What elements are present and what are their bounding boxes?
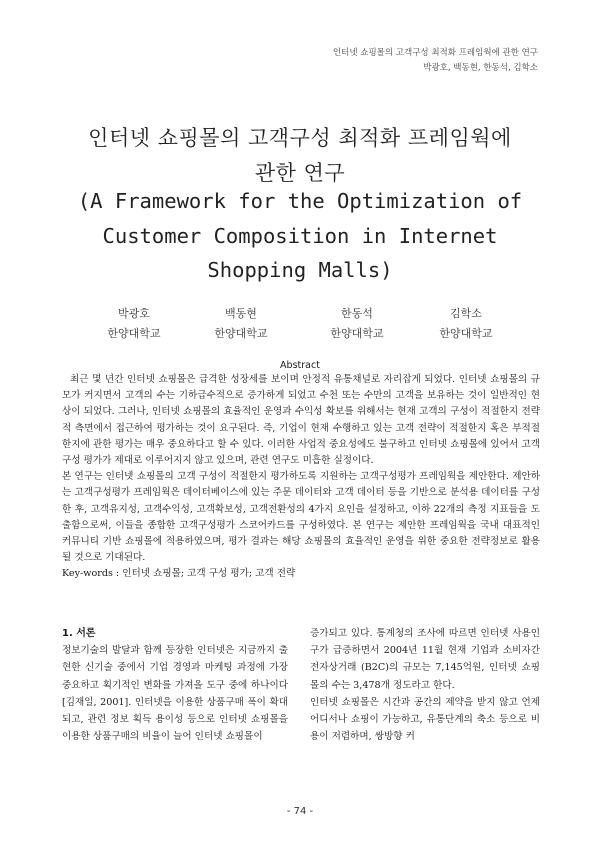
body-column-left [62,625,288,745]
abstract-paragraph-1: 최근 몇 년간 인터넷 쇼핑몰은 급격한 성장세를 보이며 안정적 유통채널로 자리잡게 되었다. 인터넷 쇼핑몰의 규모가 커지면서 고객의 수는 기하급수적으로 증가하게 되었고 수천 또는 수만의 고객을 보유하는 것이 일반적인 현상이 되었다. 그러나, 인터넷 쇼핑몰의 효율적인 운영과 수익성 확보를 위해서는 현재 고객의 구성이 적절한지 전략적 측면에서 접근하여 평가하는 것이 요구된다. 즉, 기업이 현재 수행하고 있는 고객 전략이 적절한지 혹은 부적절한지에 관한 평가는 매우 중요하다고 할 수 있다. 이러한 사업적 중요성에도 불구하고 인터넷 쇼핑몰에 있어서 고객 구성 평가가 제대로 이루어지지 않고 있으며, 관련 연구도 미흡한 실정이다. [62,374,540,467]
section-heading: 1. 서론 [62,628,96,639]
author-name: 김학소 [450,307,482,320]
author-affiliation: 한양대학교 [330,327,384,340]
body-paragraph: 정보기술의 발달과 함께 등장한 인터넷은 지금까지 출현한 신기술 중에서 기업 경영과 마케팅 과정에 가장 중요하고 획기적인 변화를 가져올 도구 중에 하나이다[김재일, 2001]. 인터넷을 이용한 상품구매 폭이 확대되고, 관련 정보 획득 용이성 등으로 인터넷 쇼핑몰을 이용한 상품구매의 비율이 늘어 인터넷 쇼핑몰이 [62,645,288,743]
running-header [333,46,538,76]
title-korean-line1: 인터넷 쇼핑몰의 고객구성 최적화 프레임웍에 [88,126,512,150]
author-name: 백동현 [225,307,257,320]
author [186,304,296,344]
author-affiliation: 한양대학교 [107,327,161,340]
running-header-authors: 박광호, 백동현, 한동석, 김학소 [423,63,538,73]
author [411,304,521,344]
title-english-line3: Shopping Malls) [207,258,393,282]
title-english-line2: Customer Composition in Internet [102,224,498,248]
author-name: 한동석 [341,307,373,320]
page-number: - 74 - [286,806,314,817]
author [302,304,412,344]
body-column-right [310,625,540,745]
running-header-title: 인터넷 쇼핑몰의 고객구성 최적화 프레임웍에 관한 연구 [332,48,538,58]
keywords: Key-words : 인터넷 쇼핑몰; 고객 구성 평가; 고객 전략 [62,568,296,580]
author-affiliation: 한양대학교 [214,327,268,340]
author-name: 박광호 [118,307,150,320]
title-korean-line2: 관한 연구 [254,161,346,185]
abstract-heading: Abstract [280,360,320,371]
author [79,304,189,344]
author-list [0,304,600,344]
body-paragraph: 인터넷 쇼핑몰은 시간과 공간의 제약을 받지 않고 언제 어디서나 쇼핑이 가능하고, 유통단계의 축소 등으로 비용이 저렴하며, 쌍방향 커 [310,696,540,743]
abstract-body [62,372,540,583]
abstract-paragraph-2: 본 연구는 인터넷 쇼핑몰의 고객 구성이 적절한지 평가하도록 지원하는 고객구성평가 프레임웍을 제안한다. 제안하는 고객구성평가 프레임웍은 데이터베이스에 있는 주문 데이터와 고객 데이터 등을 기반으로 분석용 데이터를 구성한 후, 고객유지성, 고객수익성, 고객확보성, 고객전환성의 4가지 요인을 설정하고, 이하 22개의 측정 지표들을 도출함으로써, 이들을 종합한 고객구성평가 스코어카드를 구성하였다. 본 연구는 제안한 프레임웍을 국내 대표적인 커뮤니티 기반 쇼핑몰에 적용하였으며, 평가 결과는 해당 쇼핑몰의 효율적인 운영을 위한 중요한 전략정보로 활용될 것으로 기대된다. [62,471,540,564]
author-affiliation: 한양대학교 [439,327,493,340]
title-english-line1: (A Framework for the Optimization of [77,189,523,213]
body-paragraph: 증가되고 있다. 통계청의 조사에 따르면 인터넷 사용인구가 급증하면서 2004년 11월 현재 기업과 소비자간 전자상거래 (B2C)의 규모는 7,145억원, 인터넷 쇼핑몰의 수는 3,478개 정도라고 한다. [310,628,540,691]
